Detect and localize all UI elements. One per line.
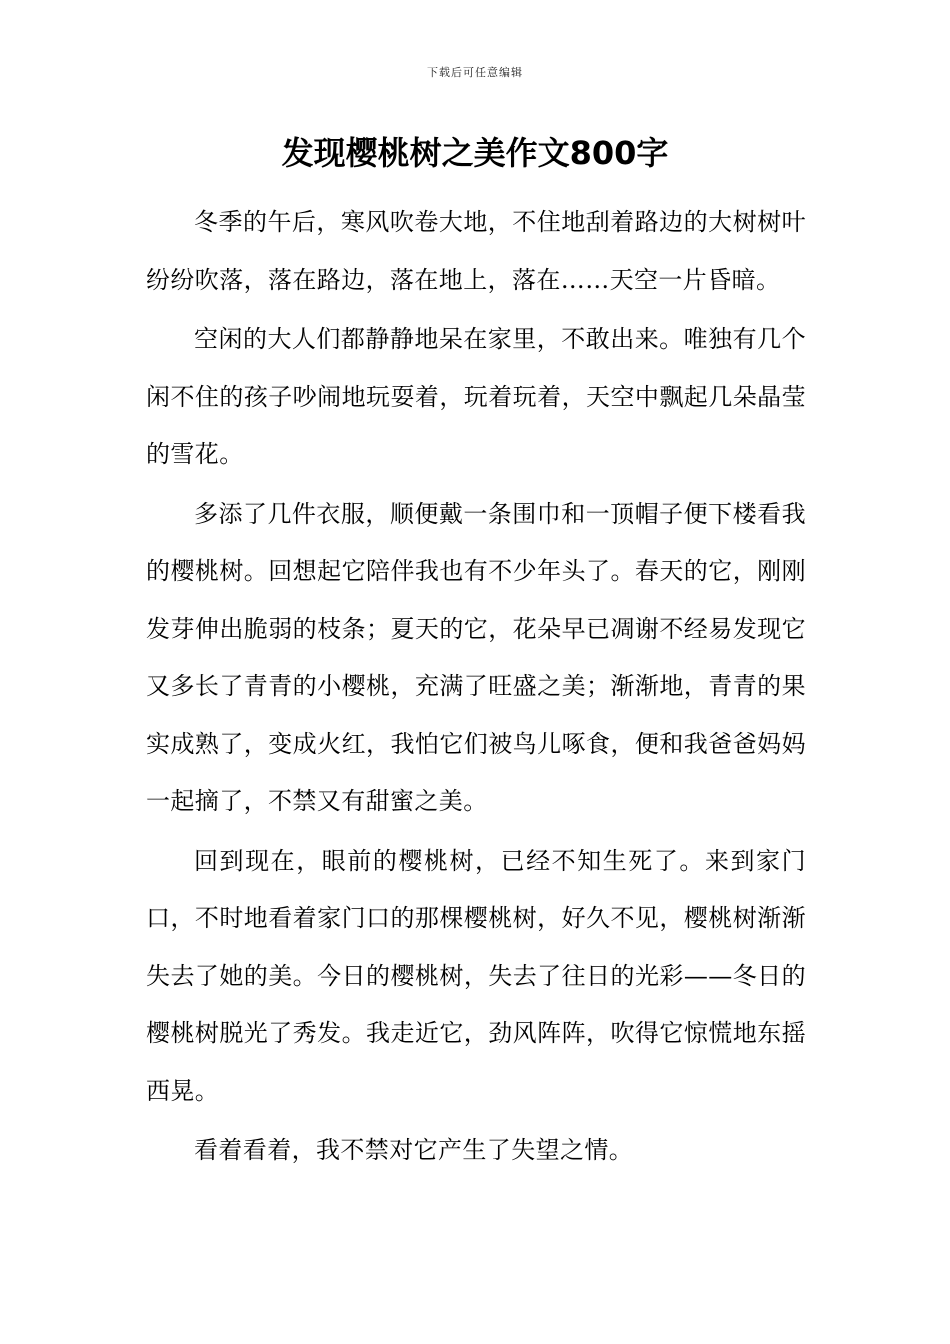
document-body (146, 194, 806, 1182)
paragraph-4: 回到现在，眼前的樱桃树，已经不知生死了。来到家门口，不时地看着家门口的那棵樱桃树，好久不见，樱桃树渐渐失去了她的美。今日的樱桃树，失去了往日的光彩——冬日的樱桃树脱光了秀发。我走近它，劲风阵阵，吹得它惊慌地东摇西晃。 (146, 846, 806, 1105)
paragraph-1: 冬季的午后，寒风吹卷大地，不住地刮着路边的大树树叶纷纷吹落，落在路边，落在地上，落在……天空一片昏暗。 (146, 208, 806, 294)
header-note: 下载后可任意编辑 (427, 66, 523, 79)
paragraph-5: 看着看着，我不禁对它产生了失望之情。 (194, 1136, 634, 1164)
paragraph-2: 空闲的大人们都静静地呆在家里，不敢出来。唯独有几个闲不住的孩子吵闹地玩耍着，玩着玩着，天空中飘起几朵晶莹的雪花。 (146, 325, 806, 468)
document-title: 发现樱桃树之美作文800字 (281, 134, 669, 172)
paragraph-3: 多添了几件衣服，顺便戴一条围巾和一顶帽子便下楼看我的樱桃树。回想起它陪伴我也有不少年头了。春天的它，刚刚发芽伸出脆弱的枝条；夏天的它，花朵早已凋谢不经易发现它又多长了青青的小樱桃，充满了旺盛之美；渐渐地，青青的果实成熟了，变成火红，我怕它们被鸟儿啄食，便和我爸爸妈妈一起摘了，不禁又有甜蜜之美。 (146, 499, 806, 815)
